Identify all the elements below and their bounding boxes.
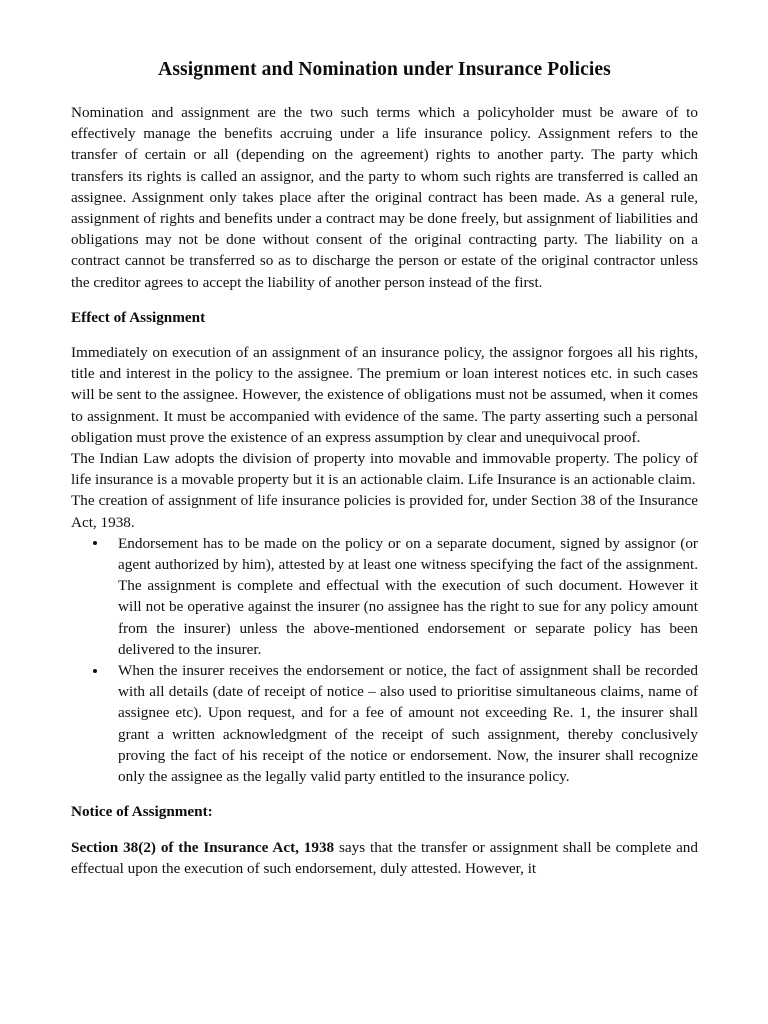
- effect-of-assignment-body: [71, 342, 698, 533]
- assignment-requirements-list: [71, 533, 698, 787]
- bullet-point-icon: [93, 541, 97, 545]
- page-title: Assignment and Nomination under Insurance Policies: [158, 59, 611, 80]
- document-content: [71, 58, 698, 879]
- spacer: [71, 328, 698, 342]
- list-item: [71, 660, 698, 787]
- bullet-point-icon: [93, 669, 97, 673]
- intro-paragraph: Nomination and assignment are the two such terms which a policyholder must be aware of to effectively manage the benefits accruing under a life insurance policy. Assignment refers to the transfer of certain or all (depending on the agreement) rights to another party. The party which transfers its rights is called an assignor, and the party to whom such rights are transferred is called an assignee. Assignment only takes place after the original contract has been made. As a general rule, assignment of rights and benefits under a contract may be done freely, but assignment of liabilities and obligations may not be done without consent of the original contracting party. The liability on a contract cannot be transferred so as to discharge the person or estate of the original contractor unless the creditor agrees to accept the liability of another person instead of the first.: [71, 104, 698, 291]
- spacer: [71, 787, 698, 801]
- paragraph-notice-of-assignment: [71, 837, 698, 879]
- list-item: [71, 533, 698, 660]
- spacer: [71, 293, 698, 307]
- paragraph-section-38-reference: The creation of assignment of life insurance policies is provided for, under Section 38 of the Insurance Act, 1938.: [71, 492, 698, 531]
- paragraph-assignment-effect: Immediately on execution of an assignment of an insurance policy, the assignor forgoes all his rights, title and interest in the policy to the assignee. The premium or loan interest notices etc. in such cases will be sent to the assignee. However, the existence of obligations must not be assumed, when it comes to assignment. It must be accompanied with evidence of the same. The party asserting such a personal obligation must prove the existence of an express assumption by clear and unequivocal proof.: [71, 344, 698, 446]
- spacer: [71, 823, 698, 837]
- statute-reference: Section 38(2) of the Insurance Act, 1938: [71, 838, 335, 856]
- section-heading-effect-of-assignment: Effect of Assignment: [71, 308, 206, 326]
- list-item-text: Endorsement has to be made on the policy or on a separate document, signed by assignor (or agent authorized by him), attested by at least one witness specifying the fact of the assignment. The assignment is complete and effectual with the execution of such document. However it will not be operative against the insurer (no assignee has the right to sue for any policy amount from the insurer) unless the above-mentioned endorsement or separate policy has been delivered to the insurer.: [118, 534, 698, 658]
- list-item-text: When the insurer receives the endorsement or notice, the fact of assignment shall be recorded with all details (date of receipt of notice – also used to prioritise simultaneous claims, name of assignee etc). Upon request, and for a fee of amount not exceeding Re. 1, the insurer shall grant a written acknowledgment of the receipt of such assignment, thereby conclusively proving the fact of his receipt of the notice or endorsement. Now, the insurer shall recognize only the assignee as the legally valid party entitled to the insurance policy.: [118, 662, 698, 786]
- paragraph-indian-law-property: The Indian Law adopts the division of property into movable and immovable property. The policy of life insurance is a movable property but it is an actionable claim. Life Insurance is an actionable claim.: [71, 450, 698, 489]
- section-heading-notice-of-assignment: Notice of Assignment:: [71, 803, 213, 821]
- statute-reference-continuation: says that the transfer or assignment shall be complete and effectual upon the execution of such endorsement, duly attested. However, it: [71, 838, 698, 877]
